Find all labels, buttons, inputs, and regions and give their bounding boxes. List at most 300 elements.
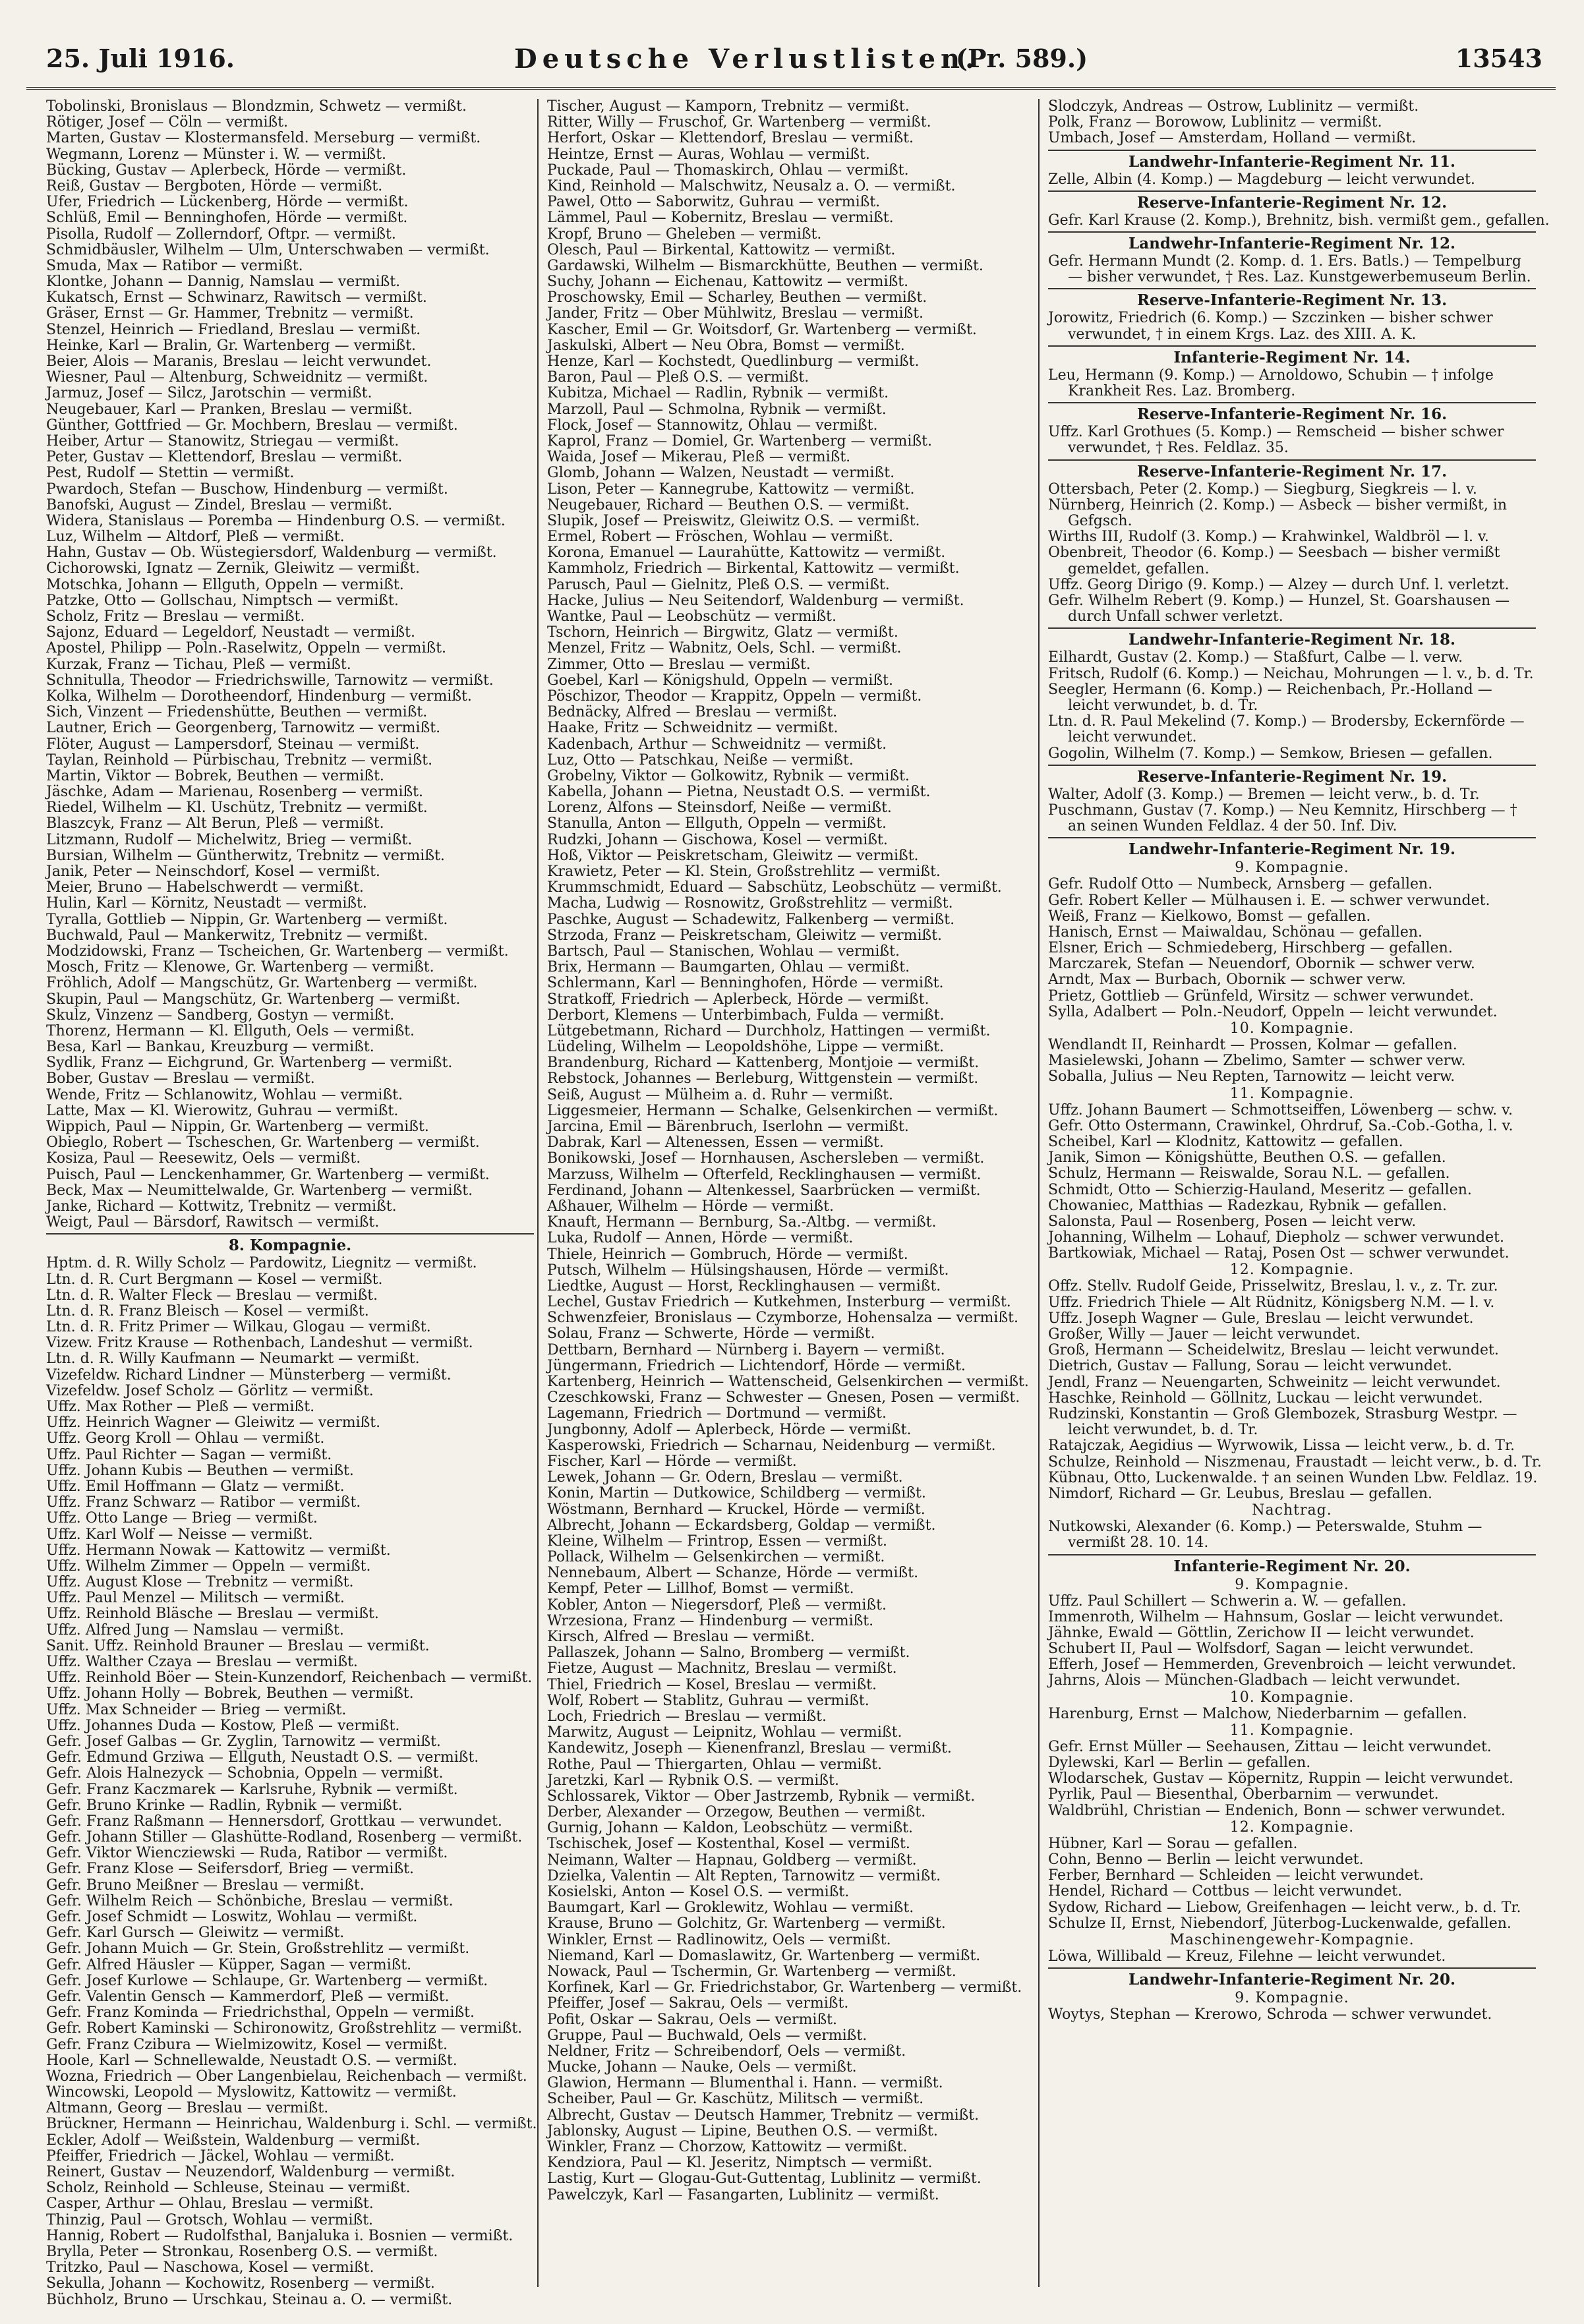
casualty-entry: Johanning, Wilhelm — Lohauf, Diepholz — schwer verwundet. [1048,1229,1505,1246]
casualty-entry: Liggesmeier, Hermann — Schalke, Gelsenkirchen — vermißt. [547,1102,999,1119]
casualty-entry: Wende, Fritz — Schlanowitz, Wohlau — vermißt. [46,1086,403,1103]
casualty-entry: Krummschmidt, Eduard — Sabschütz, Leobschütz — vermißt. [547,879,1002,896]
casualty-entry: Masielewski, Johann — Zbelimo, Samter — schwer verw. [1048,1053,1466,1070]
company-heading: 12. Kompagnie. [1229,1818,1355,1836]
casualty-entry: Löwa, Willibald — Kreuz, Filehne — leicht verwundet. [1048,1948,1446,1965]
casualty-entry: Jungbonny, Adolf — Aplerbeck, Hörde — vermißt. [547,1421,912,1438]
casualty-entry: Litzmann, Rudolf — Michelwitz, Brieg — vermißt. [46,831,413,848]
casualty-entry: Gefr. Edmund Grziwa — Ellguth, Neustadt O.S. — vermißt. [46,1749,479,1766]
casualty-entry: Uffz. Johannes Duda — Kostow, Pleß — vermißt. [46,1717,400,1734]
casualty-entry: Winkler, Ernst — Radlinowitz, Oels — vermißt. [547,1931,891,1948]
casualty-entry: Ferber, Bernhard — Schleiden — leicht verwundet. [1048,1867,1424,1884]
casualty-entry: Casper, Arthur — Ohlau, Breslau — vermißt. [46,2195,374,2213]
casualty-entry: Thiele, Heinrich — Gombruch, Hörde — vermißt. [547,1246,908,1263]
casualty-entry: Marzuss, Wilhelm — Ofterfeld, Recklinghausen — vermißt. [547,1166,982,1183]
casualty-entry: Goebel, Karl — Königshuld, Oppeln — vermißt. [547,672,893,689]
regiment-heading: Infanterie-Regiment Nr. 14. [1048,345,1536,368]
casualty-entry: Tschischek, Josef — Kostenthal, Kosel — vermißt. [547,1836,910,1853]
casualty-entry: Uffz. Johann Baumert — Schmottseiffen, Löwenberg — schw. v. [1048,1101,1513,1118]
casualty-entry: Fritsch, Rudolf (6. Komp.) — Neichau, Mohrungen — l. v., b. d. Tr. [1048,665,1534,682]
casualty-entry: Nutkowski, Alexander (6. Komp.) — Peterswalde, Stuhm — vermißt 28. 10. 14. [1048,1519,1482,1552]
casualty-entry: Sajonz, Eduard — Legeldorf, Neustadt — vermißt. [46,624,415,641]
casualty-entry: Ufer, Friedrich — Lückenberg, Hörde — vermißt. [46,194,409,211]
casualty-entry: Obenbreit, Theodor (6. Komp.) — Seesbach — bisher vermißt gemeldet, gefallen. [1048,544,1500,577]
casualty-entry: Gräser, Ernst — Gr. Hammer, Trebnitz — vermißt. [46,305,414,322]
casualty-entry: Kasperowski, Friedrich — Scharnau, Neidenburg — vermißt. [547,1437,996,1454]
casualty-entry: Hoß, Viktor — Peiskretscham, Gleiwitz — vermißt. [547,847,919,864]
casualty-entry: Latte, Max — Kl. Wierowitz, Guhrau — vermißt. [46,1102,399,1119]
casualty-entry: Modzidowski, Franz — Tscheichen, Gr. Wartenberg — vermißt. [46,943,509,960]
casualty-entry: Uffz. Friedrich Thiele — Alt Rüdnitz, Königsberg N.M. — l. v. [1048,1294,1495,1311]
casualty-entry: Gefr. Franz Kaczmarek — Karlsruhe, Rybnik — vermißt. [46,1781,458,1798]
casualty-entry: Proschowsky, Emil — Scharley, Beuthen — vermißt. [547,289,927,306]
casualty-entry: Uffz. Max Schneider — Brieg — vermißt. [46,1701,347,1718]
company-heading: Maschinengewehr-Kompagnie. [1169,1931,1415,1948]
casualty-entry: Jäschke, Adam — Marienau, Rosenberg — vermißt. [46,784,424,801]
casualty-entry: Günther, Gottfried — Gr. Mochbern, Breslau — vermißt. [46,417,458,434]
casualty-entry: Kübnau, Otto, Luckenwalde. † an seinen Wunden Lbw. Feldlaz. 19. [1048,1469,1538,1486]
casualty-entry: Kleine, Wilhelm — Frintrop, Essen — vermißt. [547,1532,887,1550]
casualty-entry: Taylan, Reinhold — Pürbischau, Trebnitz — vermißt. [46,751,433,769]
casualty-entry: Peter, Gustav — Klettendorf, Breslau — vermißt. [46,449,403,466]
casualty-entry: Gruppe, Paul — Buchwald, Oels — vermißt. [547,2027,867,2044]
company-heading: 9. Kompagnie. [1235,1576,1349,1593]
casualty-entry: Pisolla, Rudolf — Zollerndorf, Oftpr. — vermißt. [46,225,396,243]
casualty-entry: Luz, Wilhelm — Altdorf, Pleß — vermißt. [46,529,345,546]
casualty-entry: Efferh, Josef — Hemmerden, Grevenbroich — leicht verwundet. [1048,1656,1517,1673]
casualty-entry: Uffz. Karl Wolf — Neisse — vermißt. [46,1526,313,1543]
casualty-entry: Jaskulski, Albert — Neu Obra, Bomst — vermißt. [547,337,905,354]
casualty-entry: Neugebauer, Richard — Beuthen O.S. — vermißt. [547,496,910,513]
column-3 [1048,98,1550,2294]
column-rule [1038,99,1040,2287]
casualty-entry: Gefr. Johann Stiller — Glashütte-Rodland, Rosenberg — vermißt. [46,1829,523,1846]
column-2 [547,99,1035,2294]
casualty-entry: Nennebaum, Albert — Schanze, Hörde — vermißt. [547,1565,919,1582]
casualty-entry: Weigt, Paul — Bärsdorf, Rawitsch — vermißt. [46,1214,380,1231]
casualty-entry: Hendel, Richard — Cottbus — leicht verwundet. [1048,1883,1403,1900]
casualty-entry: Thiel, Friedrich — Kosel, Breslau — vermißt. [547,1676,877,1693]
regiment-heading: 8. Kompagnie. [46,1233,534,1256]
casualty-entry: Elsner, Erich — Schmiedeberg, Hirschberg — gefallen. [1048,940,1453,957]
casualty-entry: Baumgart, Karl — Groklewitz, Wohlau — vermißt. [547,1900,914,1917]
casualty-entry: Stratkoff, Friedrich — Aplerbeck, Hörde — vermißt. [547,991,929,1008]
casualty-entry: Hulin, Karl — Körnitz, Neustadt — vermißt. [46,895,367,912]
casualty-entry: Janke, Richard — Kottwitz, Trebnitz — vermißt. [46,1198,397,1215]
casualty-entry: Gefr. Franz Klose — Seifersdorf, Brieg — vermißt. [46,1861,414,1878]
casualty-entry: Lastig, Kurt — Glogau-Gut-Guttentag, Lublinitz — vermißt. [547,2170,982,2188]
casualty-entry: Gardawski, Wilhelm — Bismarckhütte, Beuthen — vermißt. [547,257,983,274]
casualty-entry: Vizefeldw. Richard Lindner — Münsterberg — vermißt. [46,1366,452,1383]
casualty-entry: Pyrlik, Paul — Biesenthal, Oberbarnim — verwundet. [1048,1786,1439,1803]
casualty-entry: Schlüß, Emil — Benninghofen, Hörde — vermißt. [46,210,408,227]
casualty-entry: Tyralla, Gottlieb — Nippin, Gr. Wartenberg — vermißt. [46,911,448,928]
casualty-entry: Lämmel, Paul — Kobernitz, Breslau — vermißt. [547,210,894,227]
casualty-entry: Gefr. Karl Gursch — Gleiwitz — vermißt. [46,1925,345,1942]
regiment-heading: Landwehr-Infanterie-Regiment Nr. 11. [1048,150,1536,172]
company-heading: Nachtrag. [1252,1502,1332,1519]
casualty-entry: Slupik, Josef — Preiswitz, Gleiwitz O.S. — vermißt. [547,512,920,529]
casualty-entry: Wirths III, Rudolf (3. Komp.) — Krahwinkel, Waldbröl — l. v. [1048,529,1489,546]
casualty-entry: Puisch, Paul — Lenckenhammer, Gr. Wartenberg — vermißt. [46,1166,490,1183]
casualty-entry: Pallaszek, Johann — Salno, Bromberg — vermißt. [547,1644,910,1662]
casualty-entry: Bednäcky, Alfred — Breslau — vermißt. [547,704,838,721]
casualty-entry: Hanisch, Ernst — Maiwaldau, Schönau — gefallen. [1048,923,1423,941]
casualty-entry: Uffz. Johann Kubis — Beuthen — vermißt. [46,1462,354,1479]
casualty-entry: Seiß, August — Mülheim a. d. Ruhr — vermißt. [547,1086,894,1103]
casualty-entry: Aßhauer, Wilhelm — Hörde — vermißt. [547,1198,834,1215]
casualty-entry: Gefr. Franz Raßmann — Hennersdorf, Grottkau — verwundet. [46,1813,502,1830]
casualty-entry: Korfinek, Karl — Gr. Friedrichstabor, Gr. Wartenberg — vermißt. [547,1979,1022,1996]
casualty-entry: Kropf, Bruno — Gheleben — vermißt. [547,225,822,243]
casualty-entry: Heinke, Karl — Bralin, Gr. Wartenberg — vermißt. [46,337,416,354]
casualty-entry: Kosiza, Paul — Reesewitz, Oels — vermißt. [46,1150,361,1167]
casualty-entry: Sich, Vinzent — Friedenshütte, Beuthen — vermißt. [46,704,428,721]
casualty-entry: Ltn. d. R. Paul Mekelind (7. Komp.) — Brodersby, Eckernförde — leicht verwundet. [1048,713,1525,746]
casualty-entry: Kind, Reinhold — Malschwitz, Neusalz a. O. — vermißt. [547,177,956,194]
casualty-entry: Weiß, Franz — Kielkowo, Bomst — gefallen. [1048,908,1371,925]
casualty-entry: Wincowski, Leopold — Myslowitz, Kattowitz — vermißt. [46,2084,457,2101]
casualty-entry: Schwenzfeier, Bronislaus — Czymborze, Hohensalza — vermißt. [547,1310,1018,1327]
casualty-entry: Pawel, Otto — Saborwitz, Guhrau — vermißt. [547,194,881,211]
casualty-entry: Ltn. d. R. Curt Bergmann — Kosel — vermißt. [46,1271,383,1288]
casualty-entry: Neldner, Fritz — Schreibendorf, Oels — vermißt. [547,2043,906,2060]
casualty-entry: Uffz. Walther Czaya — Breslau — vermißt. [46,1654,358,1670]
casualty-entry: Ottersbach, Peter (2. Komp.) — Siegburg, Siegkreis — l. v. [1048,480,1477,498]
casualty-entry: Jahrns, Alois — München-Gladbach — leicht verwundet. [1048,1672,1461,1689]
casualty-entry: Czeschkowski, Franz — Schwester — Gnesen, Posen — vermißt. [547,1389,1020,1407]
casualty-entry: Puckade, Paul — Thomaskirch, Ohlau — vermißt. [547,161,909,179]
casualty-entry: Dylewski, Karl — Berlin — gefallen. [1048,1755,1311,1772]
casualty-entry: Pöschizor, Theodor — Krappitz, Oppeln — vermißt. [547,687,922,705]
casualty-entry: Altmann, Georg — Breslau — vermißt. [46,2100,329,2117]
casualty-entry: Bartkowiak, Michael — Rataj, Posen Ost — schwer verwundet. [1048,1245,1510,1262]
casualty-entry: Kascher, Emil — Gr. Woitsdorf, Gr. Wartenberg — vermißt. [547,321,977,338]
casualty-entry: Lautner, Erich — Georgenberg, Tarnowitz — vermißt. [46,720,441,737]
casualty-entry: Groß, Hermann — Scheidelwitz, Breslau — leicht verwundet. [1048,1342,1499,1359]
column-rule [537,99,539,2287]
casualty-entry: Obieglo, Robert — Tscheschen, Gr. Wartenberg — vermißt. [46,1134,480,1151]
regiment-heading: Reserve-Infanterie-Regiment Nr. 17. [1048,459,1536,482]
casualty-entry: Riedel, Wilhelm — Kl. Uschütz, Trebnitz — vermißt. [46,799,428,817]
casualty-entry: Gefr. Alfred Häusler — Küpper, Sagan — vermißt. [46,1956,412,1973]
casualty-entry: Umbach, Josef — Amsterdam, Holland — vermißt. [1048,130,1417,147]
casualty-entry: Gefr. Robert Keller — Mülhausen i. E. — schwer verwundet. [1048,892,1490,909]
casualty-entry: Pest, Rudolf — Stettin — vermißt. [46,465,295,482]
casualty-entry: Korona, Emanuel — Laurahütte, Kattowitz — vermißt. [547,544,946,562]
casualty-entry: Chowaniec, Matthias — Radezkau, Rybnik — gefallen. [1048,1197,1447,1214]
casualty-entry: Wöstmann, Bernhard — Kruckel, Hörde — vermißt. [547,1501,925,1518]
casualty-entry: Pawelczyk, Karl — Fasangarten, Lublinitz — vermißt. [547,2186,939,2203]
casualty-entry: Sydow, Richard — Liebow, Greifenhagen — leicht verw., b. d. Tr. [1048,1899,1521,1916]
company-heading: 9. Kompagnie. [1235,859,1349,877]
casualty-entry: Ratajczak, Aegidius — Wyrwowik, Lissa — leicht verw., b. d. Tr. [1048,1438,1515,1455]
company-heading: 10. Kompagnie. [1229,1020,1355,1037]
casualty-entry: Gefr. Josef Schmidt — Loswitz, Wohlau — vermißt. [46,1909,418,1925]
casualty-entry: Albrecht, Johann — Eckardsberg, Goldap — vermißt. [547,1517,936,1534]
casualty-entry: Immenroth, Wilhelm — Hahnsum, Goslar — leicht verwundet. [1048,1608,1504,1625]
casualty-entry: Pollack, Wilhelm — Gelsenkirchen — vermißt. [547,1549,885,1566]
casualty-entry: Kolka, Wilhelm — Dorotheendorf, Hindenburg — vermißt. [46,687,472,705]
casualty-entry: Gurnig, Johann — Kaldon, Leobschütz — vermißt. [547,1820,913,1837]
casualty-entry: Gefr. Josef Galbas — Gr. Zyglin, Tarnowitz — vermißt. [46,1733,441,1750]
casualty-entry: Prietz, Gottlieb — Grünfeld, Wirsitz — schwer verwundet. [1048,987,1474,1004]
casualty-entry: Puschmann, Gustav (7. Komp.) — Neu Kemnitz, Hirschberg — † an seinen Wunden Feldlaz. 4 der 50. Inf. Div. [1048,801,1517,835]
regiment-heading: Reserve-Infanterie-Regiment Nr. 19. [1048,765,1536,787]
casualty-entry: Kartenberg, Heinrich — Wattenscheid, Gelsenkirchen — vermißt. [547,1374,1029,1390]
casualty-entry: Jander, Fritz — Ober Mühlwitz, Breslau — vermißt. [547,305,924,322]
casualty-entry: Gefr. Wilhelm Rebert (9. Komp.) — Hunzel, St. Goarshausen — durch Unfall schwer verletzt. [1048,592,1510,625]
casualty-entry: Fischer, Karl — Hörde — vermißt. [547,1453,797,1470]
casualty-entry: Skulz, Vinzenz — Sandberg, Gostyn — vermißt. [46,1006,395,1024]
casualty-entry: Kandewitz, Joseph — Kienenfranzl, Breslau — vermißt. [547,1740,952,1757]
casualty-entry: Hannig, Robert — Rudolfsthal, Banjaluka i. Bosnien — vermißt. [46,2227,513,2244]
casualty-entry: Ferdinand, Johann — Altenkessel, Saarbrücken — vermißt. [547,1182,981,1199]
casualty-entry: Wlodarschek, Gustav — Köpernitz, Ruppin — leicht verwundet. [1048,1770,1514,1787]
casualty-entry: Wippich, Paul — Nippin, Gr. Wartenberg — vermißt. [46,1118,429,1135]
casualty-entry: Kabella, Johann — Pietna, Neustadt O.S. — vermißt. [547,784,931,801]
casualty-entry: Leu, Hermann (9. Komp.) — Arnoldowo, Schubin — † infolge Krankheit Res. Laz. Bromberg. [1048,366,1494,399]
casualty-entry: Liedtke, August — Horst, Recklinghausen — vermißt. [547,1277,941,1294]
casualty-entry: Marczarek, Stefan — Neuendorf, Obornik — schwer verw. [1048,956,1475,973]
casualty-entry: Mucke, Johann — Nauke, Oels — vermißt. [547,2059,857,2076]
casualty-entry: Nürnberg, Heinrich (2. Komp.) — Asbeck — bisher vermißt, in Gefgsch. [1048,496,1508,529]
casualty-entry: Kammholz, Friedrich — Birkental, Kattowitz — vermißt. [547,560,960,577]
casualty-entry: Gefr. Bruno Meißner — Breslau — vermißt. [46,1876,365,1894]
casualty-entry: Beck, Max — Neumittelwalde, Gr. Wartenberg — vermißt. [46,1182,473,1199]
casualty-entry: Tobolinski, Bronislaus — Blondzmin, Schwetz — vermißt. [46,98,467,115]
casualty-entry: Büchholz, Bruno — Urschkau, Steinau a. O. — vermißt. [46,2291,453,2308]
casualty-entry: Großer, Willy — Jauer — leicht verwundet. [1048,1326,1361,1343]
casualty-entry: Besa, Karl — Bankau, Kreuzburg — vermißt. [46,1039,374,1056]
casualty-entry: Banofski, August — Zindel, Breslau — vermißt. [46,496,393,513]
casualty-entry: Hahn, Gustav — Ob. Wüstegiersdorf, Waldenburg — vermißt. [46,544,497,562]
casualty-entry: Marwitz, August — Leipnitz, Wohlau — vermißt. [547,1724,902,1741]
casualty-entry: Uffz. Emil Hoffmann — Glatz — vermißt. [46,1478,345,1495]
page-number: 13543 [1455,44,1542,73]
casualty-entry: Thinzig, Paul — Grotsch, Wohlau — vermißt. [46,2211,374,2228]
casualty-entry: Haschke, Reinhold — Göllnitz, Luckau — leicht verwundet. [1048,1389,1483,1407]
casualty-entry: Eckler, Adolf — Weißstein, Waldenburg — vermißt. [46,2132,421,2149]
casualty-entry: Lison, Peter — Kannegrube, Kattowitz — vermißt. [547,480,915,498]
casualty-entry: Polk, Franz — Borowow, Lublinitz — vermißt. [1048,114,1382,131]
casualty-entry: Dabrak, Karl — Altenessen, Essen — vermißt. [547,1134,884,1151]
casualty-entry: Sydlik, Franz — Eichgrund, Gr. Wartenberg — vermißt. [46,1055,453,1072]
casualty-entry: Schmidbäusler, Wilhelm — Ulm, Unterschwaben — vermißt. [46,241,490,258]
casualty-entry: Brandenburg, Richard — Kattenberg, Montjoie — vermißt. [547,1055,980,1072]
casualty-entry: Winkler, Franz — Chorzow, Kattowitz — vermißt. [547,2139,908,2155]
casualty-entry: Skupin, Paul — Mangschütz, Gr. Wartenberg — vermißt. [46,991,461,1008]
publication-title: Deutsche Verlustlisten. [514,44,980,74]
company-heading: 9. Kompagnie. [1235,1990,1349,2007]
casualty-entry: Cohn, Benno — Berlin — leicht verwundet. [1048,1851,1364,1868]
casualty-entry: Lüdeling, Wilhelm — Leopoldshöhe, Lippe — vermißt. [547,1039,944,1056]
casualty-entry: Flöter, August — Lampersdorf, Steinau — vermißt. [46,736,420,753]
casualty-entry: Lorenz, Alfons — Steinsdorf, Neiße — vermißt. [547,799,892,817]
casualty-entry: Thorenz, Hermann — Kl. Ellguth, Oels — vermißt. [46,1022,415,1039]
company-heading: 11. Kompagnie. [1229,1085,1355,1102]
casualty-entry: Blaszcyk, Franz — Alt Berun, Pleß — vermißt. [46,815,384,832]
casualty-entry: Gogolin, Wilhelm (7. Komp.) — Semkow, Briesen — gefallen. [1048,745,1493,762]
casualty-entry: Jablonsky, August — Lipine, Beuthen O.S. — vermißt. [547,2122,938,2139]
casualty-entry: Cichorowski, Ignatz — Zernik, Gleiwitz — vermißt. [46,560,421,577]
casualty-entry: Uffz. Max Rother — Pleß — vermißt. [46,1399,315,1415]
casualty-entry: Martin, Viktor — Bobrek, Beuthen — vermißt. [46,767,384,784]
casualty-entry: Albrecht, Gustav — Deutsch Hammer, Trebnitz — vermißt. [547,2106,980,2124]
casualty-entry: Jorowitz, Friedrich (6. Komp.) — Szczinken — bisher schwer verwundet, † in einem Krgs. Laz. des XIII. A. K. [1048,310,1493,343]
casualty-entry: Slodczyk, Andreas — Ostrow, Lublinitz — vermißt. [1048,98,1419,115]
casualty-entry: Marten, Gustav — Klostermansfeld. Merseburg — vermißt. [46,130,481,147]
casualty-entry: Haake, Fritz — Schweidnitz — vermißt. [547,720,838,737]
casualty-entry: Suchy, Johann — Eichenau, Kattowitz — vermißt. [547,274,909,291]
casualty-entry: Bonikowski, Josef — Hornhausen, Aschersleben — vermißt. [547,1150,985,1167]
casualty-entry: Uffz. Hermann Nowak — Kattowitz — vermißt. [46,1542,391,1559]
casualty-entry: Schulz, Hermann — Reiswalde, Sorau N.L. — gefallen. [1048,1165,1450,1182]
regiment-heading: Landwehr-Infanterie-Regiment Nr. 18. [1048,627,1536,650]
casualty-entry: Hptm. d. R. Willy Scholz — Pardowitz, Liegnitz — vermißt. [46,1255,477,1272]
casualty-entry: Beier, Alois — Maranis, Breslau — leicht verwundet. [46,353,432,370]
casualty-entry: Ritter, Willy — Fruschof, Gr. Wartenberg — vermißt. [547,114,931,131]
casualty-entry: Olesch, Paul — Birkental, Kattowitz — vermißt. [547,241,896,258]
casualty-entry: Walter, Adolf (3. Komp.) — Bremen — leicht verw., b. d. Tr. [1048,786,1480,803]
casualty-entry: Tischer, August — Kamporn, Trebnitz — vermißt. [547,98,910,115]
casualty-entry: Buchwald, Paul — Mankerwitz, Trebnitz — vermißt. [46,927,428,944]
regiment-heading: Infanterie-Regiment Nr. 20. [1048,1554,1536,1577]
regiment-heading: Reserve-Infanterie-Regiment Nr. 12. [1048,190,1536,213]
casualty-entry: Solau, Franz — Schwerte, Hörde — vermißt. [547,1325,875,1343]
casualty-entry: Zelle, Albin (4. Komp.) — Magdeburg — leicht verwundet. [1048,171,1475,188]
casualty-entry: Waldbrühl, Christian — Endenich, Bonn — schwer verwundet. [1048,1802,1506,1819]
casualty-entry: Apostel, Philipp — Poln.-Raselwitz, Oppeln — vermißt. [46,640,447,657]
casualty-entry: Kirsch, Alfred — Breslau — vermißt. [547,1629,815,1645]
casualty-entry: Heintze, Ernst — Auras, Wohlau — vermißt. [547,146,870,163]
casualty-entry: Uffz. Paul Menzel — Militsch — vermißt. [46,1590,345,1607]
casualty-entry: Ltn. d. R. Fritz Primer — Wilkau, Glogau — vermißt. [46,1319,431,1336]
casualty-entry: Menzel, Fritz — Wabnitz, Oels, Schl. — vermißt. [547,640,902,657]
casualty-entry: Gefr. Franz Kominda — Friedrichsthal, Oppeln — vermißt. [46,2004,475,2021]
casualty-entry: Salonsta, Paul — Rosenberg, Posen — leicht verw. [1048,1213,1417,1230]
casualty-entry: Wiesner, Paul — Altenburg, Schweidnitz — vermißt. [46,369,428,386]
company-heading: 12. Kompagnie. [1229,1262,1355,1279]
casualty-entry: Herfort, Oskar — Klettendorf, Breslau — vermißt. [547,130,914,147]
casualty-entry: Tschorn, Heinrich — Birgwitz, Glatz — vermißt. [547,624,898,641]
casualty-entry: Hübner, Karl — Sorau — gefallen. [1048,1835,1298,1852]
casualty-entry: Schmidt, Otto — Schierzig-Hauland, Meseritz — gefallen. [1048,1181,1472,1198]
casualty-entry: Uffz. Karl Grothues (5. Komp.) — Remscheid — bisher schwer verwundet, † Res. Feldlaz. 35. [1048,424,1504,457]
casualty-entry: Patzke, Otto — Gollschau, Nimptsch — vermißt. [46,592,399,609]
casualty-entry: Bücking, Gustav — Aplerbeck, Hörde — vermißt. [46,161,407,179]
casualty-entry: Kaprol, Franz — Domiel, Gr. Wartenberg — vermißt. [547,432,932,450]
casualty-entry: Neugebauer, Karl — Pranken, Breslau — vermißt. [46,401,413,418]
casualty-entry: Paschke, August — Schadewitz, Falkenberg — vermißt. [547,911,955,928]
casualty-entry: Niemand, Karl — Domaslawitz, Gr. Wartenberg — vermißt. [547,1947,981,1964]
casualty-entry: Motschka, Johann — Ellguth, Oppeln — vermißt. [46,576,404,593]
casualty-entry: Glomb, Johann — Walzen, Neustadt — vermißt. [547,465,895,482]
casualty-entry: Kadenbach, Arthur — Schweidnitz — vermißt. [547,736,887,753]
casualty-entry: Kosielski, Anton — Kosel O.S. — vermißt. [547,1884,850,1900]
casualty-entry: Pfeiffer, Josef — Sakrau, Oels — vermißt. [547,1995,849,2012]
casualty-entry: Dettbarn, Bernhard — Nürnberg i. Bayern — vermißt. [547,1341,945,1358]
column-1 [46,98,537,2308]
casualty-entry: Gefr. Franz Czibura — Wielmizowitz, Kosel — vermißt. [46,2036,448,2053]
casualty-entry: Schubert II, Paul — Wolfsdorf, Sagan — leicht verwundet. [1048,1641,1474,1658]
casualty-entry: Lagemann, Friedrich — Dortmund — vermißt. [547,1405,887,1422]
casualty-entry: Gefr. Bruno Krinke — Radlin, Rybnik — vermißt. [46,1797,403,1814]
casualty-entry: Pfeiffer, Friedrich — Jäckel, Wohlau — vermißt. [46,2147,395,2164]
casualty-entry: Vizew. Fritz Krause — Rothenbach, Landeshut — vermißt. [46,1335,473,1352]
casualty-entry: Rötiger, Josef — Cöln — vermißt. [46,114,289,131]
casualty-entry: Luka, Rudolf — Annen, Hörde — vermißt. [547,1230,854,1247]
casualty-entry: Uffz. Alfred Jung — Namslau — vermißt. [46,1621,344,1639]
casualty-entry: Gefr. Robert Kaminski — Schironowitz, Großstrehlitz — vermißt. [46,2020,523,2037]
casualty-entry: Kurzak, Franz — Tichau, Pleß — vermißt. [46,656,351,673]
casualty-entry: Marzoll, Paul — Schmolna, Rybnik — vermißt. [547,401,887,418]
casualty-entry: Konin, Martin — Dutkowice, Schildberg — vermißt. [547,1485,926,1502]
casualty-entry: Uffz. Johann Holly — Bobrek, Beuthen — vermißt. [46,1685,414,1702]
company-heading: 10. Kompagnie. [1229,1689,1355,1706]
casualty-entry: Bartsch, Paul — Stanischen, Wohlau — vermißt. [547,943,900,960]
casualty-entry: Arndt, Max — Burbach, Obornik — schwer verw. [1048,972,1406,989]
casualty-entry: Kukatsch, Ernst — Schwinarz, Rawitsch — vermißt. [46,289,427,306]
casualty-entry: Nimdorf, Richard — Gr. Leubus, Breslau — gefallen. [1048,1485,1433,1502]
casualty-entry: Uffz. Otto Lange — Brieg — vermißt. [46,1510,318,1527]
casualty-entry: Uffz. Georg Dirigo (9. Komp.) — Alzey — durch Unf. l. verletzt. [1048,576,1510,593]
casualty-entry: Eilhardt, Gustav (2. Komp.) — Staßfurt, Calbe — l. verw. [1048,649,1463,666]
casualty-entry: Uffz. Paul Richter — Sagan — vermißt. [46,1446,332,1463]
casualty-entry: Flock, Josef — Stannowitz, Ohlau — vermißt. [547,417,878,434]
casualty-entry: Loch, Friedrich — Breslau — vermißt. [547,1708,827,1725]
casualty-entry: Tritzko, Paul — Naschowa, Kosel — vermißt. [46,2259,374,2277]
casualty-entry: Wolf, Robert — Stablitz, Guhrau — vermißt. [547,1692,869,1709]
casualty-entry: Uffz. Georg Kroll — Ohlau — vermißt. [46,1430,325,1447]
casualty-entry: Gefr. Karl Krause (2. Komp.), Brehnitz, bish. vermißt gem., gefallen. [1048,212,1550,229]
casualty-entry: Putsch, Wilhelm — Hülsingshausen, Hörde — vermißt. [547,1262,949,1279]
casualty-entry: Jarcina, Emil — Bärenbruch, Iserlohn — vermißt. [547,1118,909,1135]
casualty-entry: Lewek, Johann — Gr. Odern, Breslau — vermißt. [547,1469,903,1486]
casualty-entry: Strzoda, Franz — Peiskretscham, Gleiwitz — vermißt. [547,927,943,944]
casualty-entry: Gefr. Alois Halnezyck — Schobnia, Oppeln — vermißt. [46,1765,444,1782]
issue-number: (Pr. 589.) [956,44,1088,73]
casualty-entry: Neimann, Walter — Hapnau, Goldberg — vermißt. [547,1851,917,1869]
page-header [26,41,1556,90]
casualty-entry: Derber, Alexander — Orzegow, Beuthen — vermißt. [547,1804,926,1821]
casualty-entry: Luz, Otto — Patschkau, Neiße — vermißt. [547,751,854,769]
casualty-entry: Waida, Josef — Mikerau, Pleß — vermißt. [547,449,851,466]
casualty-entry: Fietze, August — Machnitz, Breslau — vermißt. [547,1660,897,1677]
casualty-entry: Rebstock, Johannes — Berleburg, Wittgenstein — vermißt. [547,1070,979,1088]
casualty-entry: Janik, Simon — Königshütte, Beuthen O.S. — gefallen. [1048,1149,1446,1167]
issue-date: 25. Juli 1916. [46,44,235,73]
casualty-entry: Brückner, Hermann — Heinrichau, Waldenburg i. Schl. — vermißt. [46,2116,537,2133]
casualty-entry: Gefr. Ernst Müller — Seehausen, Zittau — leicht verwundet. [1048,1738,1492,1755]
casualty-entry: Wendlandt II, Reinhardt — Prossen, Kolmar — gefallen. [1048,1037,1457,1054]
casualty-entry: Lechel, Gustav Friedrich — Kutkehmen, Insterburg — vermißt. [547,1294,1011,1311]
casualty-entry: Knauft, Hermann — Bernburg, Sa.-Altbg. — vermißt. [547,1214,937,1231]
casualty-entry: Harenburg, Ernst — Malchow, Niederbarnim — gefallen. [1048,1705,1467,1722]
casualty-entry: Kempf, Peter — Lillhof, Bomst — vermißt. [547,1581,854,1598]
casualty-entry: Klontke, Johann — Dannig, Namslau — vermißt. [46,274,401,291]
regiment-heading: Reserve-Infanterie-Regiment Nr. 13. [1048,288,1536,310]
casualty-entry: Parusch, Paul — Gielnitz, Pleß O.S. — vermißt. [547,576,890,593]
casualty-entry: Zimmer, Otto — Breslau — vermißt. [547,656,811,673]
casualty-entry: Uffz. August Klose — Trebnitz — vermißt. [46,1574,354,1591]
casualty-entry: Scheiber, Paul — Gr. Kaschütz, Militsch — vermißt. [547,2091,924,2108]
casualty-entry: Wegmann, Lorenz — Münster i. W. — vermißt. [46,146,387,163]
casualty-entry: Nowack, Paul — Tschermin, Gr. Wartenberg — vermißt. [547,1963,956,1980]
casualty-entry: Hacke, Julius — Neu Seitendorf, Waldenburg — vermißt. [547,592,964,609]
casualty-entry: Schnitulla, Theodor — Friedrichswille, Tarnowitz — vermißt. [46,672,494,689]
casualty-entry: Derbort, Klemens — Unterbimbach, Fulda — vermißt. [547,1006,945,1024]
